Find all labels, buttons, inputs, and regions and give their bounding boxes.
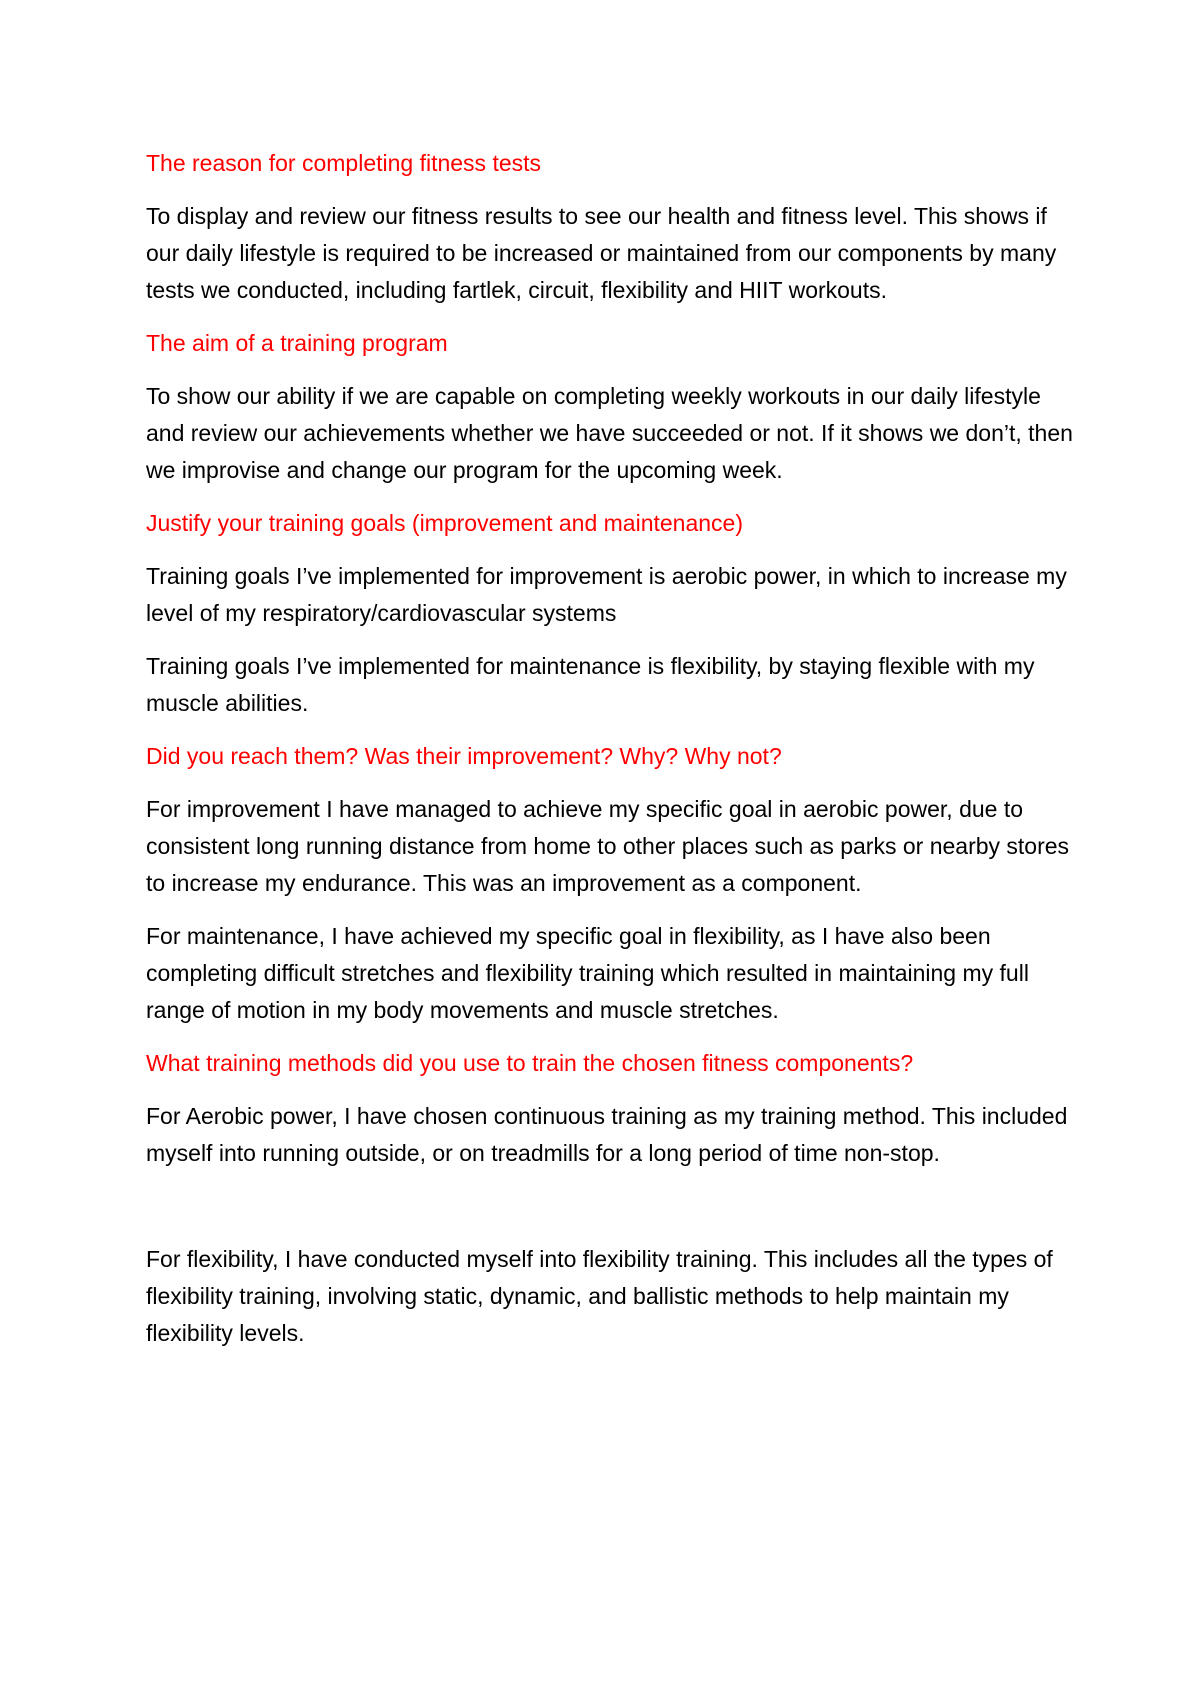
section-heading-training-methods: What training methods did you use to train the chosen fitness components? [146,1050,914,1076]
paragraph-training-program-aim: To show our ability if we are capable on completing weekly workouts in our daily lifestyle and review our achievements whether we have succeeded or not. If it shows we don’t, then we improvise and change our program for the upcoming week. [146,383,1073,483]
blank-line [146,1188,1076,1225]
section-heading-fitness-tests: The reason for completing fitness tests [146,150,542,176]
section-heading-training-program-aim: The aim of a training program [146,330,448,356]
paragraph-goal-maintenance: Training goals I’ve implemented for maintenance is flexibility, by staying flexible with my muscle abilities. [146,653,1035,716]
paragraph-reach-improvement: For improvement I have managed to achieve my specific goal in aerobic power, due to consistent long running distance from home to other places such as parks or nearby stores to increase my endurance. This was an improvement as a component. [146,796,1070,896]
paragraph-fitness-tests: To display and review our fitness results to see our health and fitness level. This shows if our daily lifestyle is required to be increased or maintained from our components by many tests we conducted, including fartlek, circuit, flexibility and HIIT workouts. [146,203,1057,303]
paragraph-method-aerobic: For Aerobic power, I have chosen continuous training as my training method. This included myself into running outside, or on treadmills for a long period of time non-stop. [146,1103,1068,1166]
section-heading-training-goals: Justify your training goals (improvement and maintenance) [146,510,744,536]
document-body [146,145,1076,1368]
paragraph-reach-maintenance: For maintenance, I have achieved my specific goal in flexibility, as I have also been completing difficult stretches and flexibility training which resulted in maintaining my full range of motion in my body movements and muscle stretches. [146,923,1029,1023]
paragraph-method-flexibility: For flexibility, I have conducted myself into flexibility training. This includes all the types of flexibility training, involving static, dynamic, and ballistic methods to help maintain my flexibility levels. [146,1246,1053,1346]
paragraph-goal-improvement: Training goals I’ve implemented for improvement is aerobic power, in which to increase my level of my respiratory/cardiovascular systems [146,563,1067,626]
section-heading-reach-goals: Did you reach them? Was their improvement? Why? Why not? [146,743,782,769]
